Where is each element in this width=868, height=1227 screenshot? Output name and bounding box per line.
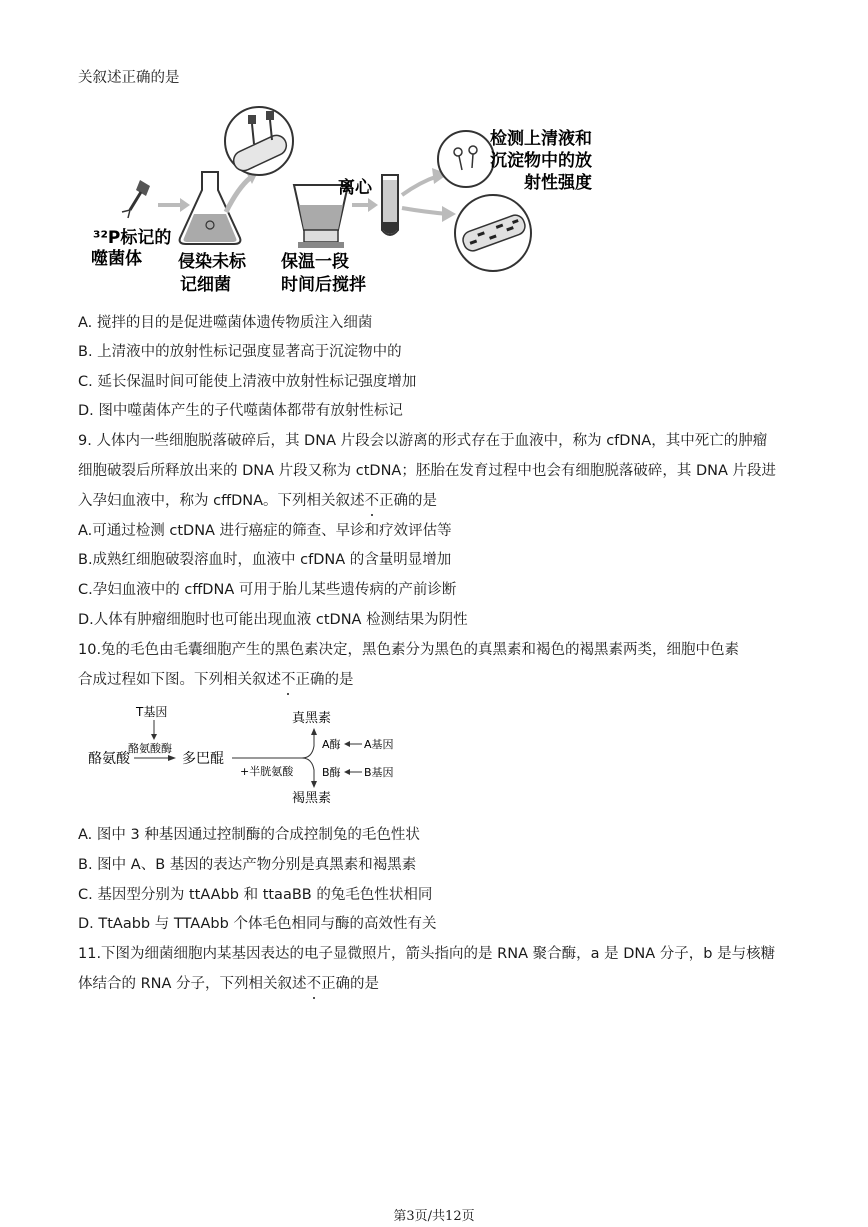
q9-option-d: D.人体有肿瘤细胞时也可能出现血液 ctDNA 检测结果为阴性: [78, 612, 468, 628]
q11-stem-line-2: 体结合的 RNA 分子，下列相关叙述不正确的是: [78, 976, 380, 992]
label-pheomelanin: 褐黑素: [292, 791, 332, 806]
q8-option-b: B. 上清液中的放射性标记强度显著高于沉淀物中的: [78, 344, 402, 360]
q10-stem-line-2: 合成过程如下图。下列相关叙述不正确的是: [78, 672, 354, 688]
page-footer: 第3页/共12页: [393, 1209, 475, 1224]
label-cysteine: +半胱氨酸: [240, 765, 294, 778]
q9-option-b: B.成熟红细胞破裂溶血时，血液中 cfDNA 的含量明显增加: [78, 552, 452, 568]
q8-option-d: D. 图中噬菌体产生的子代噬菌体都带有放射性标记: [78, 403, 403, 419]
label-detect-2: 沉淀物中的放: [490, 151, 592, 171]
q9-stem-line-2: 细胞破裂后所释放出来的 DNA 片段又称为 ctDNA；胚胎在发育过程中也会有细胞脱落破碎，其 DNA 片段进: [78, 463, 776, 479]
q9-option-c: C.孕妇血液中的 cffDNA 可用于胎儿某些遗传病的产前诊断: [78, 582, 457, 598]
q10-option-c: C. 基因型分别为 ttAAbb 和 ttaaBB 的兔毛色性状相同: [78, 887, 433, 903]
q9-option-a: A.可通过检测 ctDNA 进行癌症的筛查、早诊和疗效评估等: [78, 523, 452, 539]
intro-text: 关叙述正确的是: [78, 70, 180, 86]
label-t-gene: T基因: [136, 705, 168, 719]
label-tyrosinase: 酪氨酸酶: [128, 742, 172, 755]
q10-option-b: B. 图中 A、B 基因的表达产物分别是真黑素和褐黑素: [78, 857, 417, 873]
label-enzyme-a: A酶: [322, 738, 341, 751]
q9-stem-line-1: 9. 人体内一些细胞脱落破碎后，其 DNA 片段会以游离的形式存在于血液中，称为 cfDNA，其中死亡的肿瘤: [78, 433, 768, 449]
label-enzyme-b: B酶: [322, 766, 341, 779]
label-tyrosine: 酪氨酸: [88, 751, 130, 767]
label-warm-2: 时间后搅拌: [281, 275, 366, 295]
label-detect-3: 射性强度: [524, 173, 592, 193]
q10-stem-line-1: 10.兔的毛色由毛囊细胞产生的黑色素决定，黑色素分为黑色的真黑素和褐色的褐黑素两类，细胞中色素: [78, 642, 740, 658]
label-phage: ³²P标记的: [93, 228, 172, 248]
label-detect-1: 检测上清液和: [490, 129, 592, 149]
label-phage-2: 噬菌体: [91, 249, 142, 269]
label-warm-1: 保温一段: [281, 252, 349, 272]
label-dopaquinone: 多巴醌: [182, 751, 224, 767]
q11-stem-line-1: 11.下图为细菌细胞内某基因表达的电子显微照片，箭头指向的是 RNA 聚合酶，a 是 DNA 分子，b 是与核糖: [78, 946, 776, 962]
q10-option-d: D. TtAabb 与 TTAAbb 个体毛色相同与酶的高效性有关: [78, 916, 437, 932]
label-gene-b: B基因: [364, 766, 394, 779]
label-infect-2: 记细菌: [180, 275, 231, 295]
label-centrifuge: 离心: [338, 178, 372, 198]
label-infect-1: 侵染未标: [178, 252, 246, 272]
q8-option-c: C. 延长保温时间可能使上清液中放射性标记强度增加: [78, 374, 417, 390]
q10-option-a: A. 图中 3 种基因通过控制酶的合成控制兔的毛色性状: [78, 827, 420, 843]
q8-option-a: A. 搅拌的目的是促进噬菌体遗传物质注入细菌: [78, 315, 373, 331]
label-eumelanin: 真黑素: [292, 711, 332, 726]
label-gene-a: A基因: [364, 738, 394, 751]
q9-stem-line-3: 入孕妇血液中，称为 cffDNA。下列相关叙述不正确的是: [78, 493, 438, 509]
